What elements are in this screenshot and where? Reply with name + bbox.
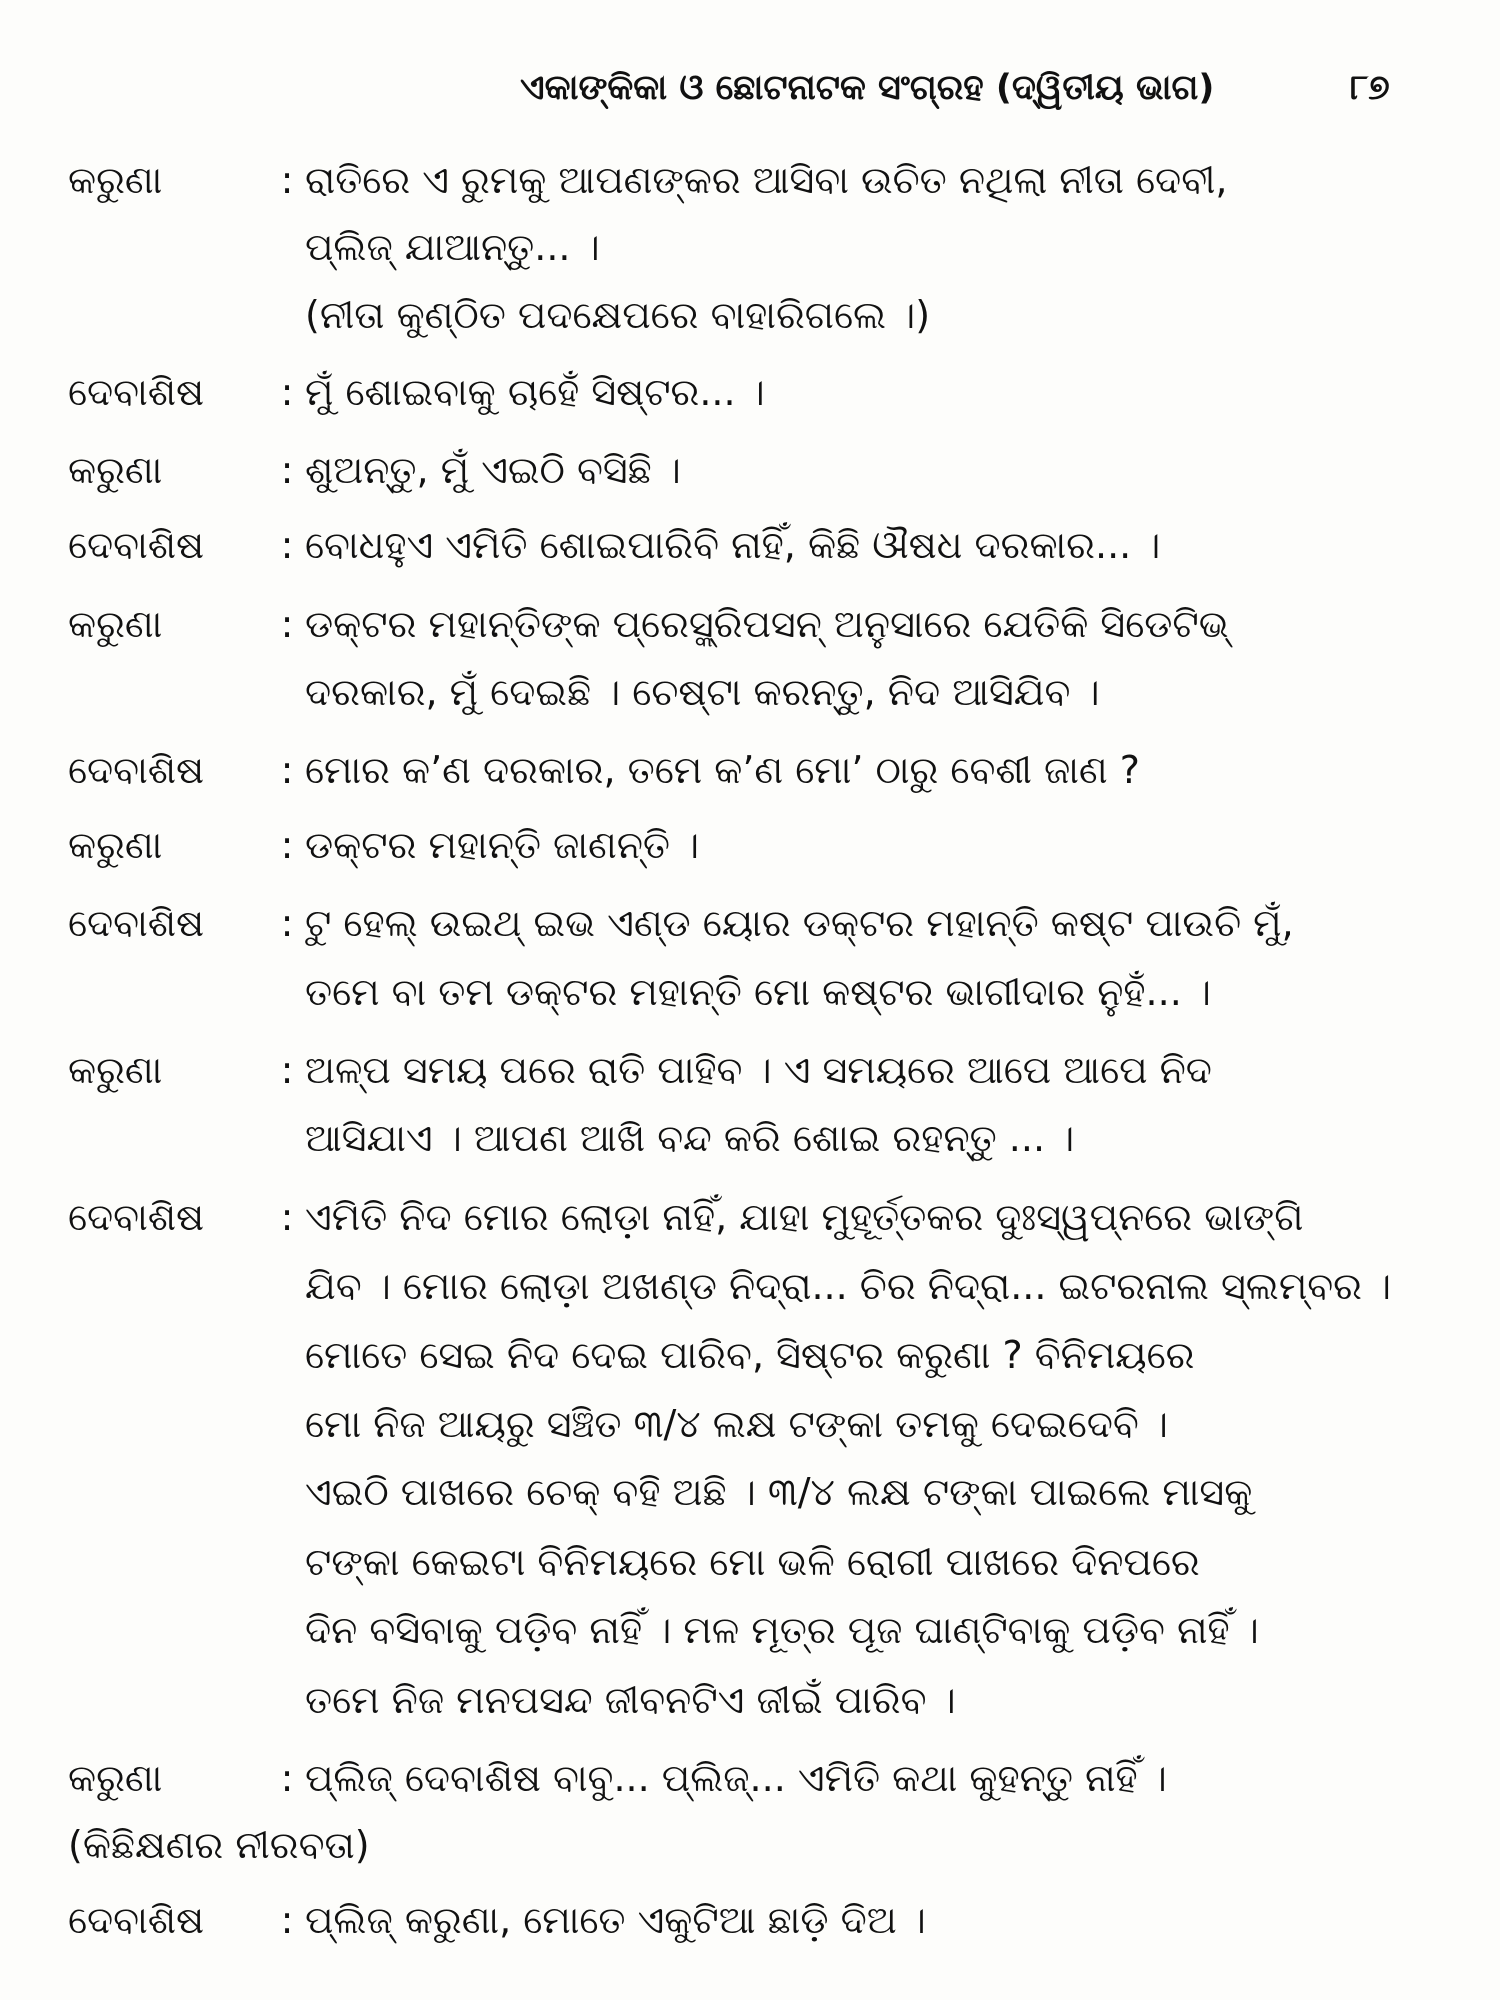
dialogue-text: ଡକ୍ଟର ମହାନ୍ତିଙ୍କ ପ୍ରେସ୍କ୍ରିପସନ୍ ଅନୁସାରେ ଯେତିକି ସିଡେଟିଭ୍ xyxy=(305,602,1229,646)
dialogue-text: ତମେ ବା ତମ ଡକ୍ଟର ମହାନ୍ତି ମୋ କଷ୍ଟର ଭାଗୀଦାର ନୁହଁ... । xyxy=(305,970,1211,1014)
dialogue-line xyxy=(0,1748,1500,1808)
page-number: ୮୭ xyxy=(1350,68,1390,108)
speaker-colon: : xyxy=(280,748,294,792)
page-header xyxy=(520,68,1390,108)
dialogue-line xyxy=(0,515,1500,575)
dialogue-text: ଆସିଯାଏ । ଆପଣ ଆଖି ବନ୍ଦ କରି ଶୋଇ ରହନ୍ତୁ ... । xyxy=(305,1116,1075,1160)
speaker-name: ଦେବାଶିଷ xyxy=(68,1195,205,1239)
stage-direction-text: (କିଛିକ୍ଷଣର ନୀରବତା) xyxy=(68,1823,370,1867)
dialogue-text: ମୋର କ’ଣ ଦରକାର, ତମେ କ’ଣ ମୋ’ ଠାରୁ ବେଶୀ ଜାଣ ? xyxy=(305,748,1140,792)
dialogue-text: ଦିନ ବସିବାକୁ ପଡ଼ିବ ନାହିଁ । ମଳ ମୂତ୍ର ପୂଜ ଘାଣ୍ଟିବାକୁ ପଡ଼ିବ ନାହିଁ । xyxy=(305,1608,1259,1652)
dialogue-line xyxy=(0,362,1500,422)
stage-direction xyxy=(0,285,1500,345)
dialogue-continuation xyxy=(0,217,1500,277)
dialogue-text: ରାତିରେ ଏ ରୁମକୁ ଆପଣଙ୍କର ଆସିବା ଉଚିତ ନଥିଲା ନୀତା ଦେବୀ, xyxy=(305,158,1228,202)
dialogue-text: ଅଳ୍ପ ସମୟ ପରେ ରାତି ପାହିବ । ଏ ସମୟରେ ଆପେ ଆପେ ନିଦ xyxy=(305,1048,1212,1092)
dialogue-text: ଯିବ । ମୋର ଲୋଡ଼ା ଅଖଣ୍ଡ ନିଦ୍ରା... ଚିର ନିଦ୍ରା... ଇଟରନାଲ ସ୍ଲମ୍ବର । xyxy=(305,1264,1392,1308)
dialogue-continuation xyxy=(0,1325,1500,1385)
dialogue-text: ଶୁଅନ୍ତୁ, ମୁଁ ଏଇଠି ବସିଛି । xyxy=(305,448,681,492)
dialogue-text: ଟୁ ହେଲ୍ ଉଇଥ୍ ଇଭ ଏଣ୍ଡ ୟୋର ଡକ୍ଟର ମହାନ୍ତି କଷ୍ଟ ପାଉଚି ମୁଁ, xyxy=(305,901,1294,945)
dialogue-line xyxy=(0,594,1500,654)
dialogue-continuation xyxy=(0,1108,1500,1168)
speaker-name: କରୁଣା xyxy=(68,1756,163,1800)
dialogue-text: ଡକ୍ଟର ମହାନ୍ତି ଜାଣନ୍ତି । xyxy=(305,823,700,867)
dialogue-line xyxy=(0,740,1500,800)
speaker-colon: : xyxy=(280,1048,294,1092)
speaker-colon: : xyxy=(280,370,294,414)
speaker-name: କରୁଣା xyxy=(68,158,163,202)
speaker-colon: : xyxy=(280,602,294,646)
speaker-colon: : xyxy=(280,901,294,945)
dialogue-text: ଟଙ୍କା କେଇଟା ବିନିମୟରେ ମୋ ଭଳି ରୋଗୀ ପାଖରେ ଦିନପରେ xyxy=(305,1540,1200,1584)
dialogue-line xyxy=(0,1187,1500,1247)
speaker-colon: : xyxy=(280,1756,294,1800)
speaker-name: କରୁଣା xyxy=(68,1048,163,1092)
dialogue-text: ପ୍ଲିଜ୍ ଦେବାଶିଷ ବାବୁ... ପ୍ଲିଜ୍... ଏମିତି କଥା କୁହନ୍ତୁ ନାହିଁ । xyxy=(305,1756,1167,1800)
dialogue-line xyxy=(0,1040,1500,1100)
speaker-colon: : xyxy=(280,1898,294,1942)
speaker-colon: : xyxy=(280,448,294,492)
speaker-name: ଦେବାଶିଷ xyxy=(68,901,205,945)
speaker-colon: : xyxy=(280,1195,294,1239)
dialogue-continuation xyxy=(0,1600,1500,1660)
dialogue-text: ପ୍ଲିଜ୍ ଯାଆନ୍ତୁ... । xyxy=(305,225,600,269)
dialogue-text: ଦରକାର, ମୁଁ ଦେଇଛି । ଚେଷ୍ଟା କରନ୍ତୁ, ନିଦ ଆସିଯିବ । xyxy=(305,670,1100,714)
dialogue-text: ଏମିତି ନିଦ ମୋର ଲୋଡ଼ା ନାହିଁ, ଯାହା ମୁହୂର୍ତ୍ତକର ଦୁଃସ୍ୱପ୍ନରେ ଭାଙ୍ଗି xyxy=(305,1195,1304,1239)
dialogue-line xyxy=(0,893,1500,953)
dialogue-continuation xyxy=(0,662,1500,722)
dialogue-continuation xyxy=(0,962,1500,1022)
dialogue-text: ମୋ ନିଜ ଆୟରୁ ସଞ୍ଚିତ ୩/୪ ଲକ୍ଷ ଟଙ୍କା ତମକୁ ଦେଇଦେବି । xyxy=(305,1402,1168,1446)
dialogue-line xyxy=(0,1890,1500,1950)
dialogue-text: ମୁଁ ଶୋଇବାକୁ ଚାହେଁ ସିଷ୍ଟର... । xyxy=(305,370,765,414)
dialogue-text: ଏଇଠି ପାଖରେ ଚେକ୍ ବହି ଅଛି । ୩/୪ ଲକ୍ଷ ଟଙ୍କା ପାଇଲେ ମାସକୁ xyxy=(305,1470,1253,1514)
stage-direction xyxy=(0,1815,1500,1875)
speaker-name: ଦେବାଶିଷ xyxy=(68,748,205,792)
dialogue-line xyxy=(0,440,1500,500)
dialogue-text: ପ୍ଲିଜ୍ କରୁଣା, ମୋତେ ଏକୁଟିଆ ଛାଡ଼ି ଦିଅ । xyxy=(305,1898,926,1942)
speaker-name: କରୁଣା xyxy=(68,602,163,646)
dialogue-text: ମୋତେ ସେଇ ନିଦ ଦେଇ ପାରିବ, ସିଷ୍ଟର କରୁଣା ? ବିନିମୟରେ xyxy=(305,1333,1195,1377)
speaker-colon: : xyxy=(280,523,294,567)
speaker-colon: : xyxy=(280,823,294,867)
speaker-name: କରୁଣା xyxy=(68,823,163,867)
dialogue-continuation xyxy=(0,1532,1500,1592)
speaker-name: ଦେବାଶିଷ xyxy=(68,1898,205,1942)
dialogue-text: ବୋଧହୁଏ ଏମିତି ଶୋଇପାରିବି ନାହିଁ, କିଛି ଔଷଧ ଦରକାର... । xyxy=(305,523,1161,567)
stage-direction-text: (ନୀତା କୁଣ୍ଠିତ ପଦକ୍ଷେପରେ ବାହାରିଗଲେ ।) xyxy=(305,293,931,337)
speaker-name: କରୁଣା xyxy=(68,448,163,492)
book-title: ଏକାଙ୍କିକା ଓ ଛୋଟନାଟକ ସଂଗ୍ରହ (ଦ୍ୱିତୀୟ ଭାଗ) xyxy=(520,68,1215,108)
dialogue-text: ତମେ ନିଜ ମନପସନ୍ଦ ଜୀବନଟିଏ ଜୀଇଁ ପାରିବ । xyxy=(305,1678,956,1722)
dialogue-continuation xyxy=(0,1256,1500,1316)
dialogue-continuation xyxy=(0,1394,1500,1454)
dialogue-continuation xyxy=(0,1462,1500,1522)
speaker-colon: : xyxy=(280,158,294,202)
speaker-name: ଦେବାଶିଷ xyxy=(68,523,205,567)
speaker-name: ଦେବାଶିଷ xyxy=(68,370,205,414)
dialogue-continuation xyxy=(0,1670,1500,1730)
dialogue-line xyxy=(0,150,1500,210)
dialogue-line xyxy=(0,815,1500,875)
